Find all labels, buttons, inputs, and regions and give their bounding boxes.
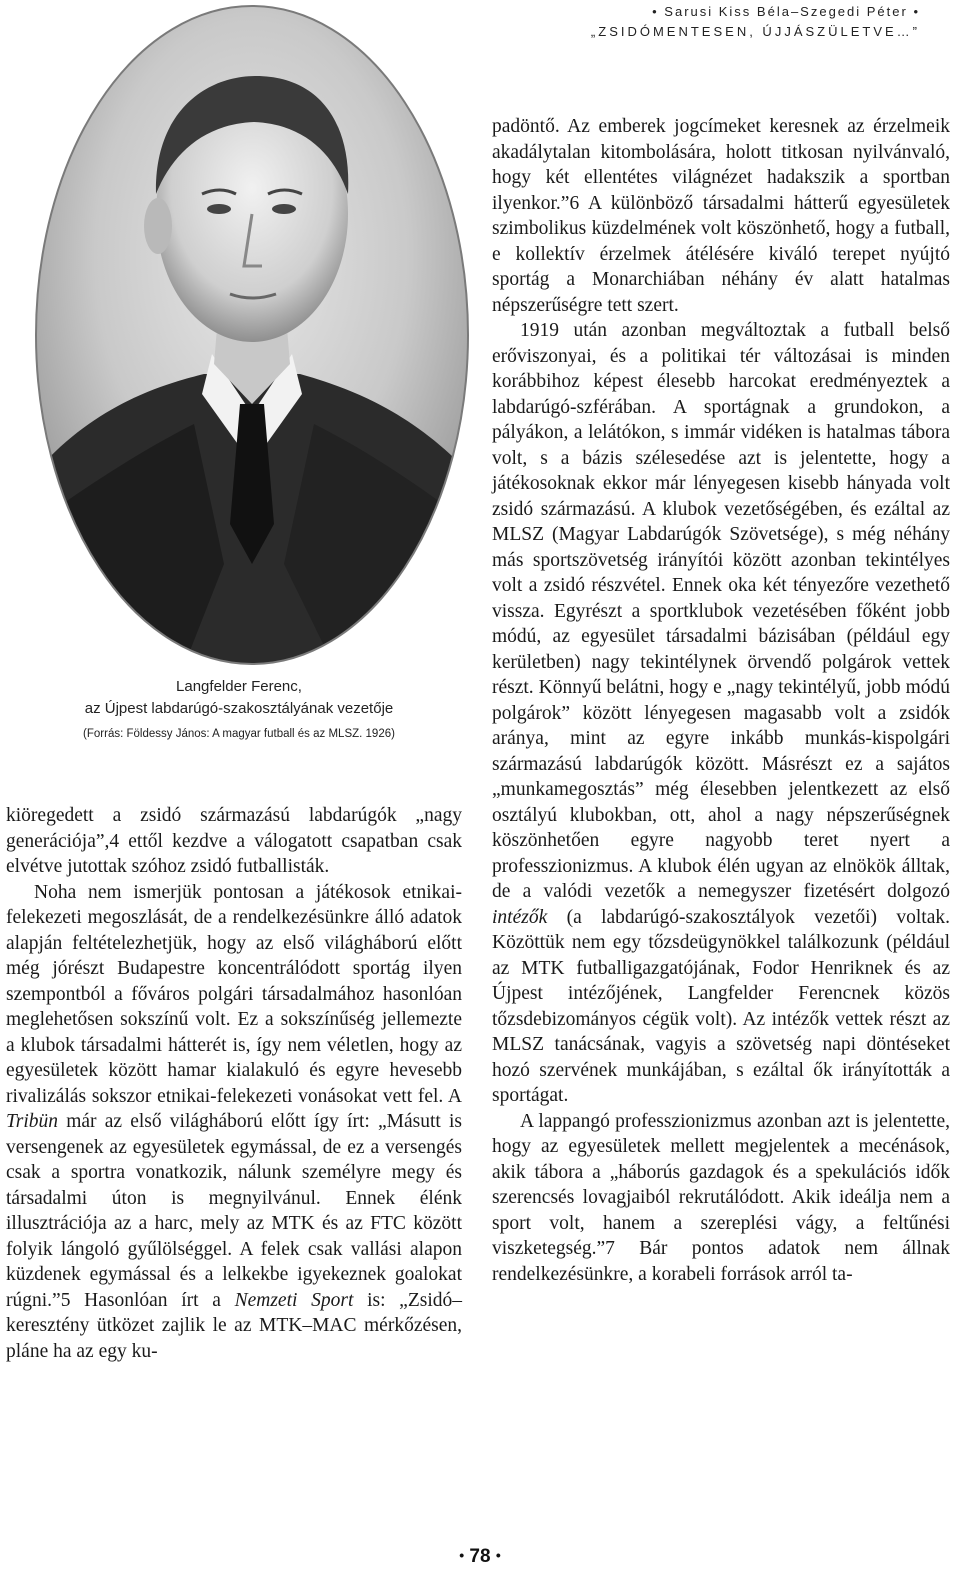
left-text-column [6, 803, 462, 1364]
italic-title-tribun: Tribün [6, 1111, 59, 1132]
caption-role: az Újpest labdarúgó-szakosztályának vezetője [84, 700, 394, 717]
right-text-column [492, 114, 950, 1287]
right-paragraph-2-text-b: (a labdarúgó-szakosztályok vezetői) voltak. Közöttük nem egy tőzsdeügynökkel találkozunk (például az MTK futballigazgatójának, Fodor Henriknek és az Újpest intézőjének, Langfelder Ferencnek közös tőzsdebizományos cégük volt). Az intézők vettek részt az MLSZ tanácsának, vagyis a szövetség napi döntéseket hozó szervének munkájában, s ezáltal ők irányították a sportágat. [492, 906, 950, 1106]
left-paragraph-1: kiöregedett a zsidó származású labdarúgók „nagy generációja”,4 ettől kezdve a válogatott csapatban csak elvétve jutottak szóhoz zsidó futballisták. [6, 805, 462, 877]
right-paragraph-2 [492, 318, 950, 1109]
page-number: 78 [469, 1546, 491, 1567]
footer-bullet-right: • [495, 1547, 501, 1563]
left-paragraph-2-text-b: már az első világháború előtt így írt: „Másutt is versengenek az egyesületek egymással, de ez a versengés csak a sportra vonatkozik, nálunk személyre megy és társadalmi úton is megnyilvánul. Ennek élénk illusztrációja az a harc, mely az MTK és az FTC között folyik lángoló gyűlölséggel. A felek csak vallási alapon küzdenek egymással és a lelkekbe igyekeznek goalokat rúgni.”5 Hasonlóan írt a [6, 1111, 462, 1311]
running-header [500, 0, 920, 42]
running-header-authors: • Sarusi Kiss Béla–Szegedi Péter • [652, 4, 920, 19]
right-paragraph-3: A lappangó professzionizmus azonban azt is jelentette, hogy az egyesületek mellett megjelentek a mecénások, akik tábora a „háborús gazdagok és a spekulációs idők szerencsés lovagjaiból rekrutálódott. Akik ideálja nem a sport volt, hanem a szereplési vágy, a feltűnési viszketegség.”7 Bár pontos adatok nem állnak rendelkezésünkre, a korabeli források arról ta- [492, 1110, 950, 1285]
italic-word-intezok: intézők [492, 906, 548, 928]
left-paragraph-2 [6, 880, 462, 1365]
left-paragraph-2-text-c: is: „Zsidó–keresztény ütközet zajlik le az MTK–MAC mérkőzésen, pláne ha az egy ku- [6, 1289, 463, 1362]
right-paragraph-1: padöntő. Az emberek jogcímeket keresnek az érzelmeik akadálytalan kitombolására, holott titkosan nyilvánvaló, hogy két ellentétes világnézet hadakszik a sportban ilyenkor.”6 A különböző társadalmi hátterű egyesületek szimbolikus küzdelmének volt köszönhető, hogy a futball, e kollektív érzelmek átélésére kiváló terepet nyújtó sportág a Monarchiában néhány év alatt hatalmas népszerűségre tett szert. [492, 116, 950, 316]
running-header-title: „ZSIDÓMENTESEN, ÚJJÁSZÜLETVE…” [590, 24, 920, 39]
portrait-photo [34, 4, 470, 666]
portrait-image [34, 4, 470, 666]
footer-bullet-left: • [459, 1547, 465, 1563]
right-paragraph-2-text-a: 1919 után azonban megváltoztak a futball belső erőviszonyai, és a politikai tér változásai is minden korábbihoz képest élesebb harcokat eredményeztek a labdarúgó-szférában. A sportágnak a grundokon, a pályákon, a lelátókon, s immár vidéken is hatalmas tábora volt, s a bázis szélesedése azt is jelentette, hogy a játékosoknak ekkor már lényegesen kisebb hányada volt zsidó származású. A klubok vezetőségében, és ezáltal az MLSZ (Magyar Labdarúgók Szövetsége), s még néhány más sportszövetség irányítói között azonban tekintélyes volt a zsidó részvétel. Ennek oka két tényezőre vezethető vissza. Egyrészt a sportklubok vezetésében főként jobb módú, az egyesület társadalmi bázisában (például egy kerületben) nagy tekintélynek örvendő polgárok vettek részt. Könnyű belátni, hogy e „nagy tekintélyű, jobb módú polgárok” között lényegesen magasabb volt a zsidók aránya, mint az egyre inkább munkás-kispolgári származású labdarúgók között. Másrészt ez a sajátos „munkamegosztás” még élesebben jelentkezett az első osztályú klubokban, ott, ahol a nagy népszerűségnek köszönhetően egyre nagyobb teret nyert a professzionizmus. A klubok élén ugyan az elnökök álltak, de a valódi vezetők a nemegyszer fizetésért dolgozó [492, 320, 950, 902]
page-footer [0, 1546, 960, 1568]
italic-title-nemzeti-sport: Nemzeti Sport [234, 1289, 354, 1311]
left-paragraph-2-text-a: Noha nem ismerjük pontosan a játékosok etnikai-felekezeti megoszlását, de a rendelkezésünkre álló adatok alapján feltételezhetjük, hogy az első világháború előtt még jórészt Budapestre koncentrálódott sportág ilyen szempontból a főváros polgári társadalmához hasonlóan meglehetősen sokszínű volt. Ez a sokszínűség jellemezte a klubok társadalmi hátterét is, így nem véletlen, hogy az egyesületek között hamar kialakuló és egyre hevesebb rivalizálás sokszor etnikai-felekezeti vonásokat vett fel. A [6, 881, 462, 1107]
caption-source: (Forrás: Földessy János: A magyar futball és az MLSZ. 1926) [83, 728, 395, 740]
caption-name: Langfelder Ferenc, [176, 678, 302, 695]
photo-caption [8, 676, 470, 744]
